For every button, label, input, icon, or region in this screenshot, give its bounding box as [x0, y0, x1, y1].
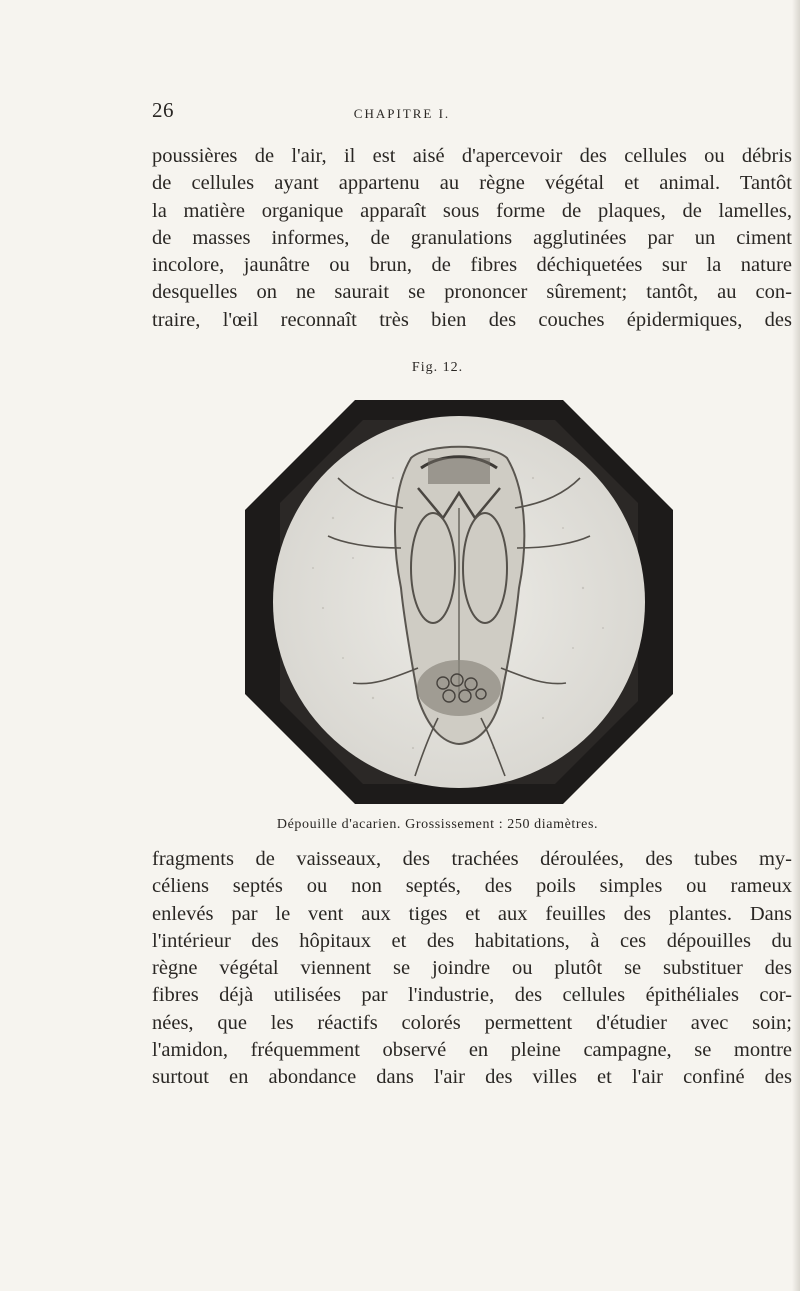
text-line: de cellules ayant appartenu au règne végétal et animal. Tantôt	[152, 172, 792, 195]
text-line: règne végétal viennent se joindre ou plutôt se substituer des	[152, 957, 792, 980]
text-line: desquelles on ne saurait se prononcer sûrement; tantôt, au con-	[152, 281, 792, 304]
running-head: CHAPITRE I.	[353, 106, 451, 121]
page-edge-shadow	[792, 0, 800, 1291]
text-line: de masses informes, de granulations agglutinées par un ciment	[152, 226, 792, 249]
text-line: incolore, jaunâtre ou brun, de fibres déchiquetées sur la nature	[152, 254, 792, 277]
figure-label: Fig. 12.	[411, 360, 464, 375]
mite-microscope-icon	[243, 398, 675, 806]
text-line: l'intérieur des hôpitaux et des habitations, à ces dépouilles du	[152, 929, 792, 952]
text-line: l'amidon, fréquemment observé en pleine campagne, se montre	[152, 1039, 792, 1062]
figure-caption: Dépouille d'acarien. Grossissement : 250 diamètres.	[276, 817, 599, 832]
text-line: poussières de l'air, il est aisé d'apercevoir des cellules ou débris	[152, 145, 792, 167]
paragraph-1	[152, 143, 792, 334]
text-line: traire, l'œil reconnaît très bien des couches épidermiques, des	[152, 308, 792, 331]
page-header	[152, 98, 652, 128]
text-line: céliens septés ou non septés, des poils simples ou rameux	[152, 875, 792, 898]
text-line: enlevés par le vent aux tiges et aux feuilles des plantes. Dans	[152, 902, 792, 925]
paragraph-2	[152, 846, 792, 1092]
text-line: fragments de vaisseaux, des trachées déroulées, des tubes my-	[152, 848, 792, 870]
text-line: nées, que les réactifs colorés permettent d'étudier avec soin;	[152, 1011, 792, 1034]
text-line: fibres déjà utilisées par l'industrie, des cellules épithéliales cor-	[152, 984, 792, 1007]
text-line: surtout en abondance dans l'air des villes et l'air confiné des	[152, 1066, 792, 1089]
figure-illustration	[243, 398, 675, 806]
text-line: la matière organique apparaît sous forme de plaques, de lamelles,	[152, 199, 792, 222]
page-number: 26	[152, 98, 174, 122]
